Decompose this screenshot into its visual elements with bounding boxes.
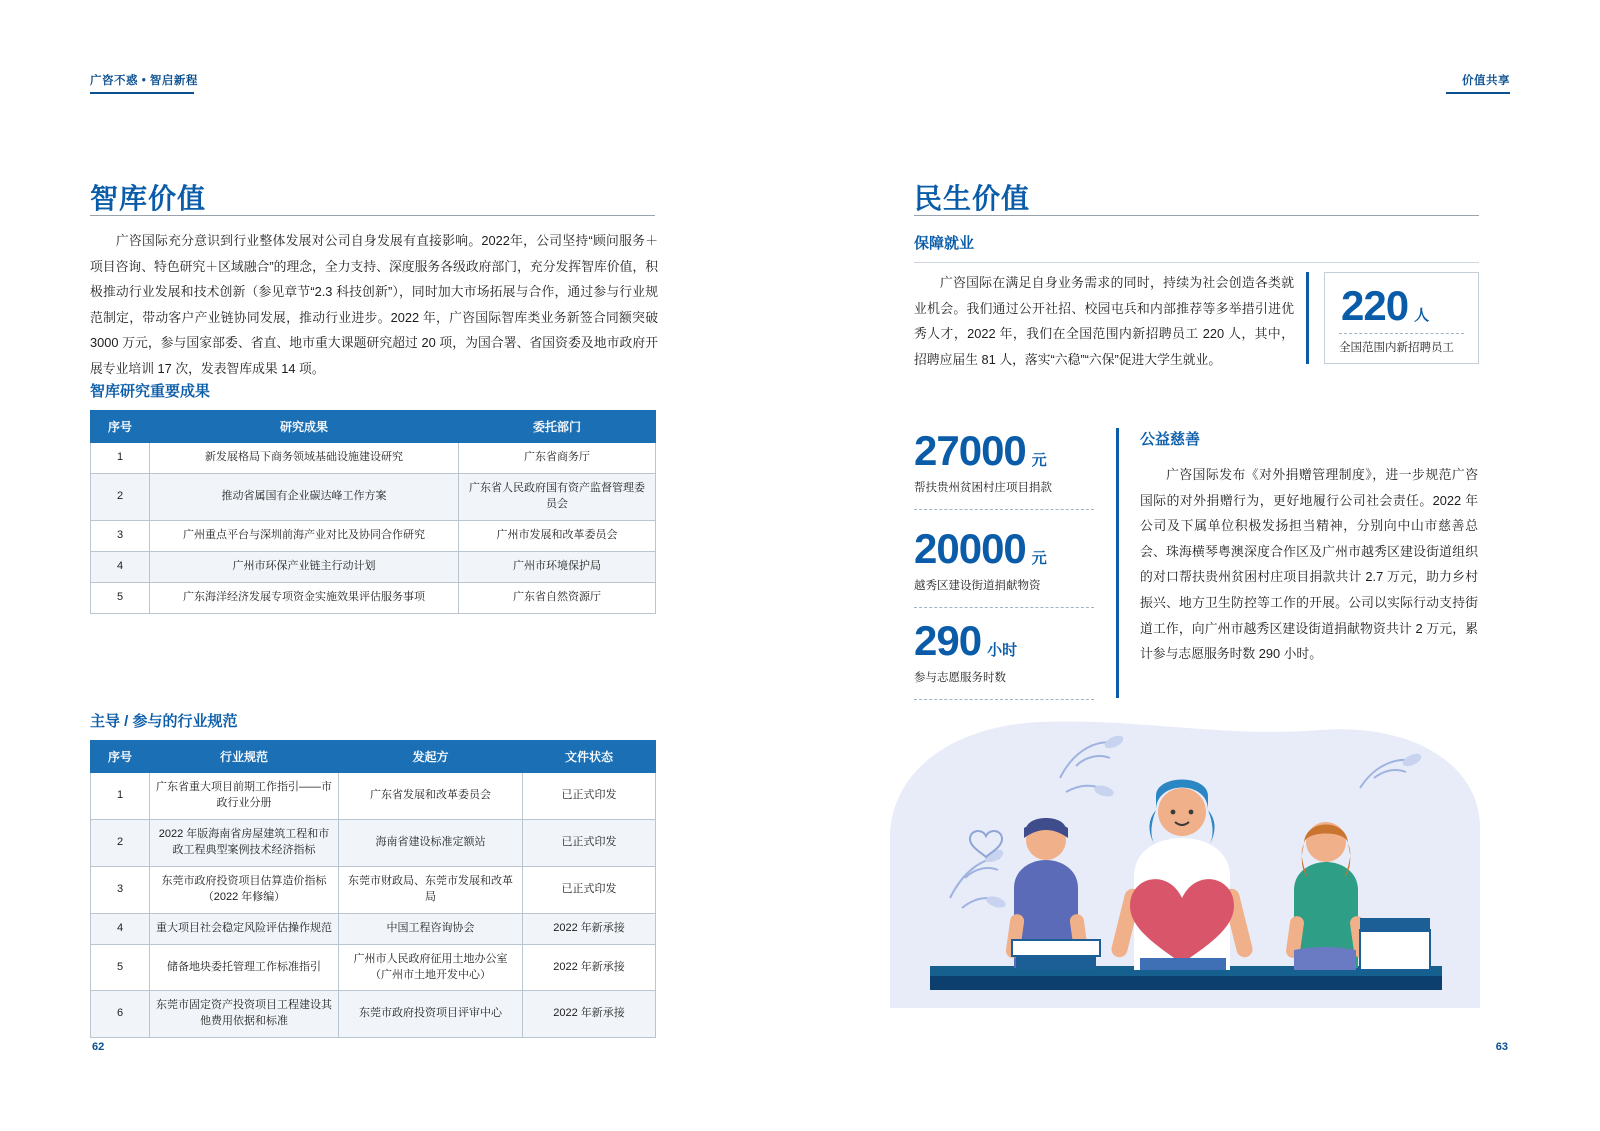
new-hires-value: 220	[1341, 282, 1409, 329]
table-row	[91, 913, 656, 944]
stat-unit-0: 元	[1031, 452, 1047, 469]
cell-seq: 5	[91, 944, 150, 991]
th-department: 委托部门	[459, 411, 656, 443]
charity-volunteers-illustration	[890, 718, 1480, 1008]
cell-department: 广东省人民政府国有资产监督管理委员会	[459, 473, 656, 520]
stat-label-0: 帮扶贵州贫困村庄项目捐款	[914, 482, 1052, 494]
page-number-right: 63	[1495, 1041, 1508, 1053]
cell-department: 广州市环境保护局	[459, 551, 656, 582]
cell-initiator: 东莞市政府投资项目评审中心	[339, 991, 523, 1038]
title-divider-left	[90, 215, 655, 216]
table-header-row	[91, 411, 656, 443]
cell-seq: 3	[91, 520, 150, 551]
cell-initiator: 中国工程咨询协会	[339, 913, 523, 944]
cell-achievement: 广东海洋经济发展专项资金实施效果评估服务事项	[150, 582, 459, 613]
stat-unit-1: 元	[1031, 550, 1047, 567]
cell-department: 广东省商务厅	[459, 443, 656, 474]
page-title-right: 民生价值	[914, 182, 1031, 214]
charity-subheading: 公益慈善	[1140, 431, 1201, 448]
new-hires-stat-box	[1324, 272, 1479, 364]
cell-standard: 广东省重大项目前期工作指引——市政行业分册	[150, 773, 339, 820]
running-header-right: 价值共享	[1462, 75, 1510, 87]
stat-label-1: 越秀区建设街道捐献物资	[914, 580, 1041, 592]
employment-paragraph	[914, 270, 1294, 372]
cell-standard: 重大项目社会稳定风险评估操作规范	[150, 913, 339, 944]
stat-item-materials	[914, 525, 1094, 608]
cell-standard: 东莞市政府投资项目估算造价指标（2022 年修编）	[150, 866, 339, 913]
cell-seq: 4	[91, 551, 150, 582]
th-achievement: 研究成果	[150, 411, 459, 443]
cell-achievement: 新发展格局下商务领域基础设施建设研究	[150, 443, 459, 474]
table-row	[91, 991, 656, 1038]
industry-standards-table	[90, 740, 656, 1038]
table-row	[91, 773, 656, 820]
stat-item-volunteer	[914, 617, 1094, 700]
cell-department: 广东省自然资源厅	[459, 582, 656, 613]
cell-initiator: 广东省发展和改革委员会	[339, 773, 523, 820]
charity-paragraph	[1140, 462, 1478, 667]
cell-seq: 1	[91, 773, 150, 820]
stat-accent-bar	[1306, 272, 1309, 364]
cell-achievement: 广州市环保产业链主行动计划	[150, 551, 459, 582]
intro-text: 广咨国际充分意识到行业整体发展对公司自身发展有直接影响。2022年，公司坚持“顾问服务＋项目咨询、特色研究＋区域融合”的理念，全力支持、深度服务各级政府部门，充分发挥智库价值，积极推动行业发展和技术创新（参见章节“2.3 科技创新”），同时加大市场拓展与合作，通过参与行业规范制定，带动客户产业链协同发展，推动行业进步。2022 年，广咨国际智库类业务新签合同额突破 3000 万元，参与国家部委、省直、地市重大课题研究超过 20 项，为国合署、省国资委及地市政府开展专业培训 17 次，发表智库成果 14 项。	[90, 233, 658, 376]
subheading-divider	[914, 262, 1479, 263]
employment-text: 广咨国际在满足自身业务需求的同时，持续为社会创造各类就业机会。我们通过公开社招、校园屯兵和内部推荐等多举措引进优秀人才，2022 年，我们在全国范围内新招聘员工 220 人，其中，招聘应届生 81 人，落实“六稳”“六保”促进大学生就业。	[914, 275, 1294, 367]
cell-department: 广州市发展和改革委员会	[459, 520, 656, 551]
table-row	[91, 582, 656, 613]
table2-heading: 主导 / 参与的行业规范	[90, 713, 238, 730]
cell-achievement: 推动省属国有企业碳达峰工作方案	[150, 473, 459, 520]
th-seq: 序号	[91, 741, 150, 773]
cell-status: 已正式印发	[523, 773, 656, 820]
cell-status: 2022 年新承接	[523, 913, 656, 944]
table-row	[91, 520, 656, 551]
table-row	[91, 819, 656, 866]
cell-seq: 6	[91, 991, 150, 1038]
stat-unit-2: 小时	[987, 642, 1018, 659]
cell-standard: 储备地块委托管理工作标准指引	[150, 944, 339, 991]
table-row	[91, 944, 656, 991]
stat-value-2: 290	[914, 617, 982, 664]
title-divider-right	[914, 215, 1479, 216]
intro-paragraph	[90, 228, 658, 382]
header-underline-left	[90, 92, 194, 94]
cell-achievement: 广州重点平台与深圳前海产业对比及协同合作研究	[150, 520, 459, 551]
illustration-svg	[890, 718, 1480, 1008]
cell-seq: 4	[91, 913, 150, 944]
right-page	[800, 0, 1600, 1131]
table1-heading: 智库研究重要成果	[90, 383, 211, 400]
th-standard: 行业规范	[150, 741, 339, 773]
cell-status: 已正式印发	[523, 819, 656, 866]
employment-subheading: 保障就业	[914, 235, 975, 252]
cell-seq: 5	[91, 582, 150, 613]
new-hires-label: 全国范围内新招聘员工	[1339, 342, 1454, 354]
cell-initiator: 海南省建设标准定额站	[339, 819, 523, 866]
cell-seq: 1	[91, 443, 150, 474]
stat-value-0: 27000	[914, 427, 1026, 474]
cell-initiator: 广州市人民政府征用土地办公室（广州市土地开发中心）	[339, 944, 523, 991]
charity-text: 广咨国际发布《对外捐赠管理制度》，进一步规范广咨国际的对外捐赠行为，更好地履行公司社会责任。2022 年公司及下属单位积极发扬担当精神，分别向中山市慈善总会、珠海横琴粤澳深度合作区及广州市越秀区建设街道组织的对口帮扶贵州贫困村庄项目捐款共计 2.7 万元，助力乡村振兴、地方卫生防控等工作的开展。公司以实际行动支持街道工作，向广州市越秀区建设街道捐献物资共计 2 万元，累计参与志愿服务时数 290 小时。	[1140, 467, 1478, 662]
cell-status: 已正式印发	[523, 866, 656, 913]
charity-accent-bar	[1116, 428, 1119, 698]
th-status: 文件状态	[523, 741, 656, 773]
cell-seq: 2	[91, 473, 150, 520]
stat-value-1: 20000	[914, 525, 1026, 572]
new-hires-unit: 人	[1414, 307, 1430, 324]
stat-label-2: 参与志愿服务时数	[914, 672, 1006, 684]
cell-initiator: 东莞市财政局、东莞市发展和改革局	[339, 866, 523, 913]
page-number-left: 62	[92, 1041, 105, 1053]
header-underline-right	[1446, 92, 1510, 94]
cell-seq: 2	[91, 819, 150, 866]
table-row	[91, 443, 656, 474]
table-row	[91, 473, 656, 520]
th-seq: 序号	[91, 411, 150, 443]
table-row	[91, 866, 656, 913]
running-header-left: 广咨不惑 • 智启新程	[90, 75, 198, 87]
cell-status: 2022 年新承接	[523, 944, 656, 991]
cell-status: 2022 年新承接	[523, 991, 656, 1038]
cell-standard: 2022 年版海南省房屋建筑工程和市政工程典型案例技术经济指标	[150, 819, 339, 866]
table-header-row	[91, 741, 656, 773]
stat-item-donation	[914, 427, 1094, 510]
page-title-left: 智库价值	[90, 182, 207, 214]
th-initiator: 发起方	[339, 741, 523, 773]
research-achievements-table	[90, 410, 656, 614]
cell-standard: 东莞市固定资产投资项目工程建设其他费用依据和标准	[150, 991, 339, 1038]
cell-seq: 3	[91, 866, 150, 913]
table-row	[91, 551, 656, 582]
